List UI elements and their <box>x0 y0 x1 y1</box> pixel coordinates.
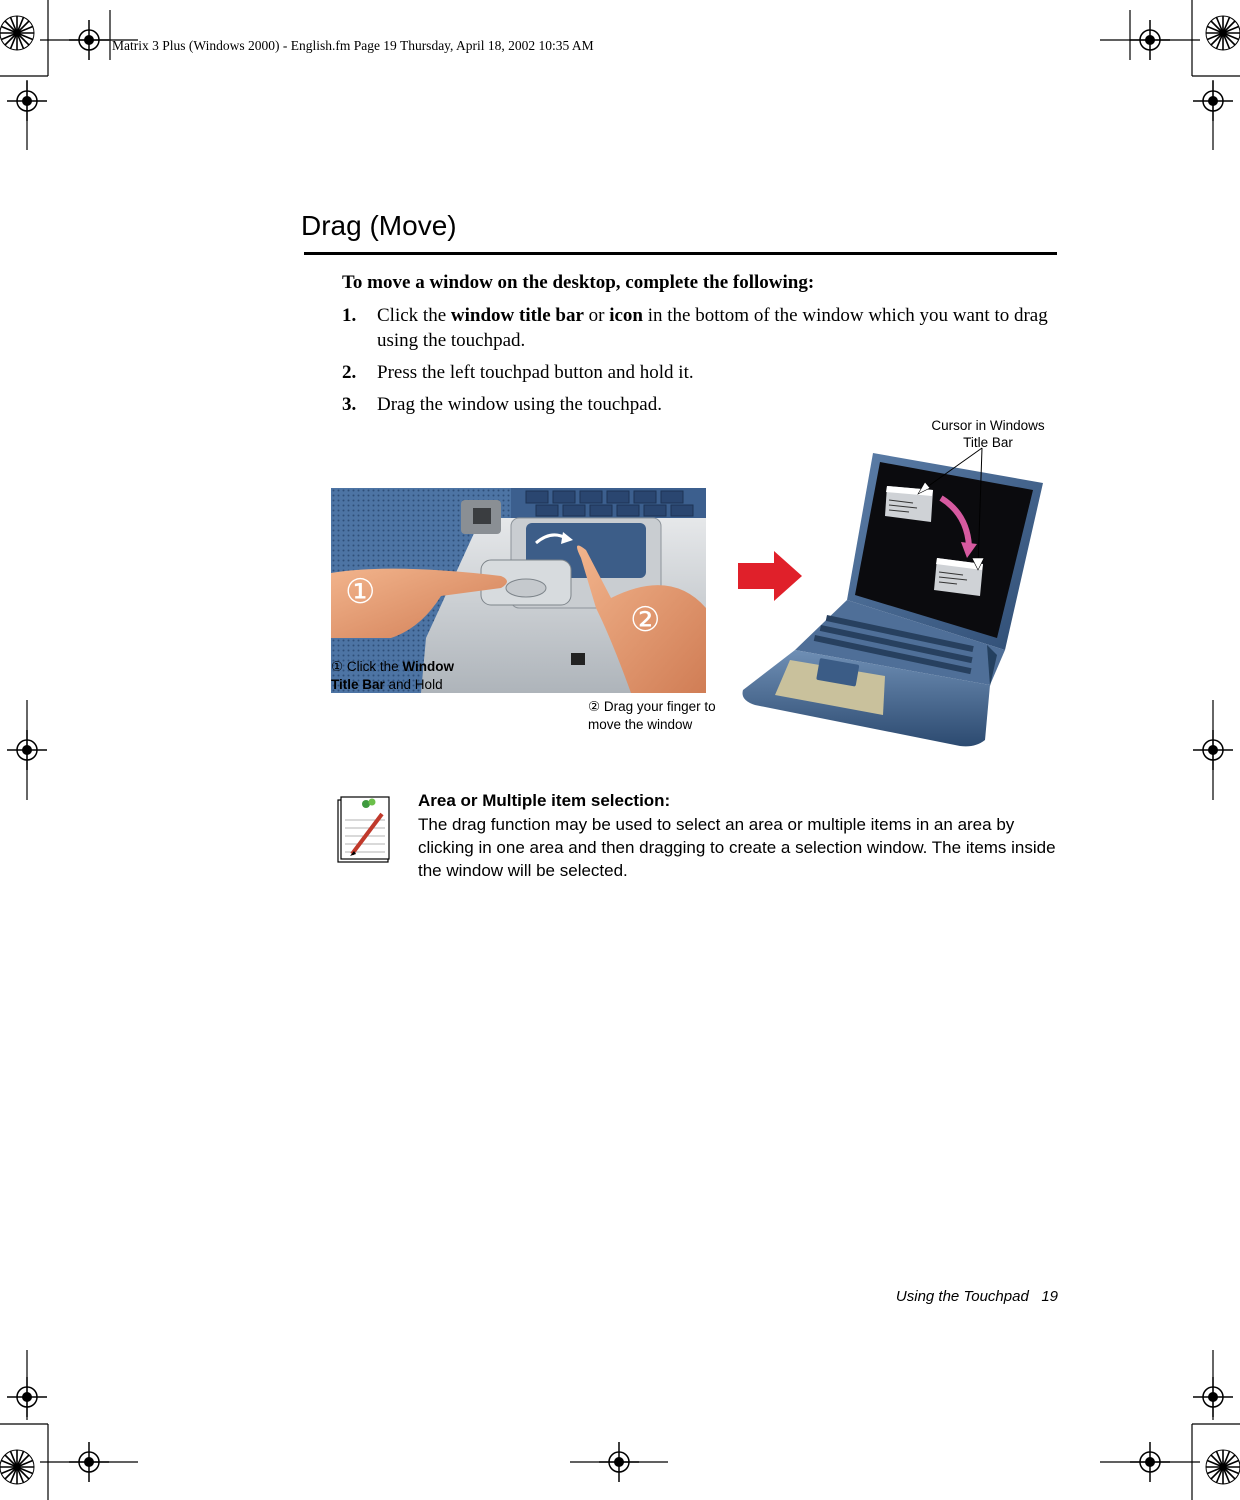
step-text: Click the window title bar or icon in the bottom of the window which you want to drag using the touchpad. <box>377 305 1048 351</box>
title-rule <box>304 252 1057 255</box>
section-title: Drag (Move) <box>301 210 457 241</box>
step-number: 3. <box>342 394 357 415</box>
callout-cursor-title-bar: Cursor in Windows Title Bar <box>931 418 1045 450</box>
callout-lines <box>910 440 1030 590</box>
footer-section: Using the Touchpad <box>895 1288 1029 1305</box>
intro-text: To move a window on the desktop, complete the following: <box>342 272 815 293</box>
step-number: 1. <box>342 305 357 326</box>
step-number: 2. <box>342 362 357 383</box>
step-2 <box>342 360 1054 385</box>
caption-drag-finger: ② Drag your finger to move the window <box>588 699 716 732</box>
page-footer <box>896 1288 1058 1305</box>
step-text: Drag the window using the touchpad. <box>377 394 662 415</box>
step-3 <box>342 392 1054 417</box>
step-text: Press the left touchpad button and hold it. <box>377 362 694 383</box>
caption-click-title-bar: ① Click the Window Title Bar and Hold <box>331 659 455 692</box>
file-info-header: Matrix 3 Plus (Windows 2000) - English.fm Page 19 Thursday, April 18, 2002 10:35 AM <box>112 38 594 53</box>
marker-1: ① <box>345 572 376 612</box>
note-heading: Area or Multiple item selection: <box>418 791 671 810</box>
marker-2: ② <box>630 600 661 640</box>
step-1 <box>342 303 1054 353</box>
note-body: The drag function may be used to select an area or multiple items in an area by clicking in one area and then dragging to create a selection window. The items inside the window will be selected. <box>418 815 1056 880</box>
page-number: 19 <box>1041 1288 1058 1305</box>
note-pad-pencil-icon <box>336 796 392 864</box>
